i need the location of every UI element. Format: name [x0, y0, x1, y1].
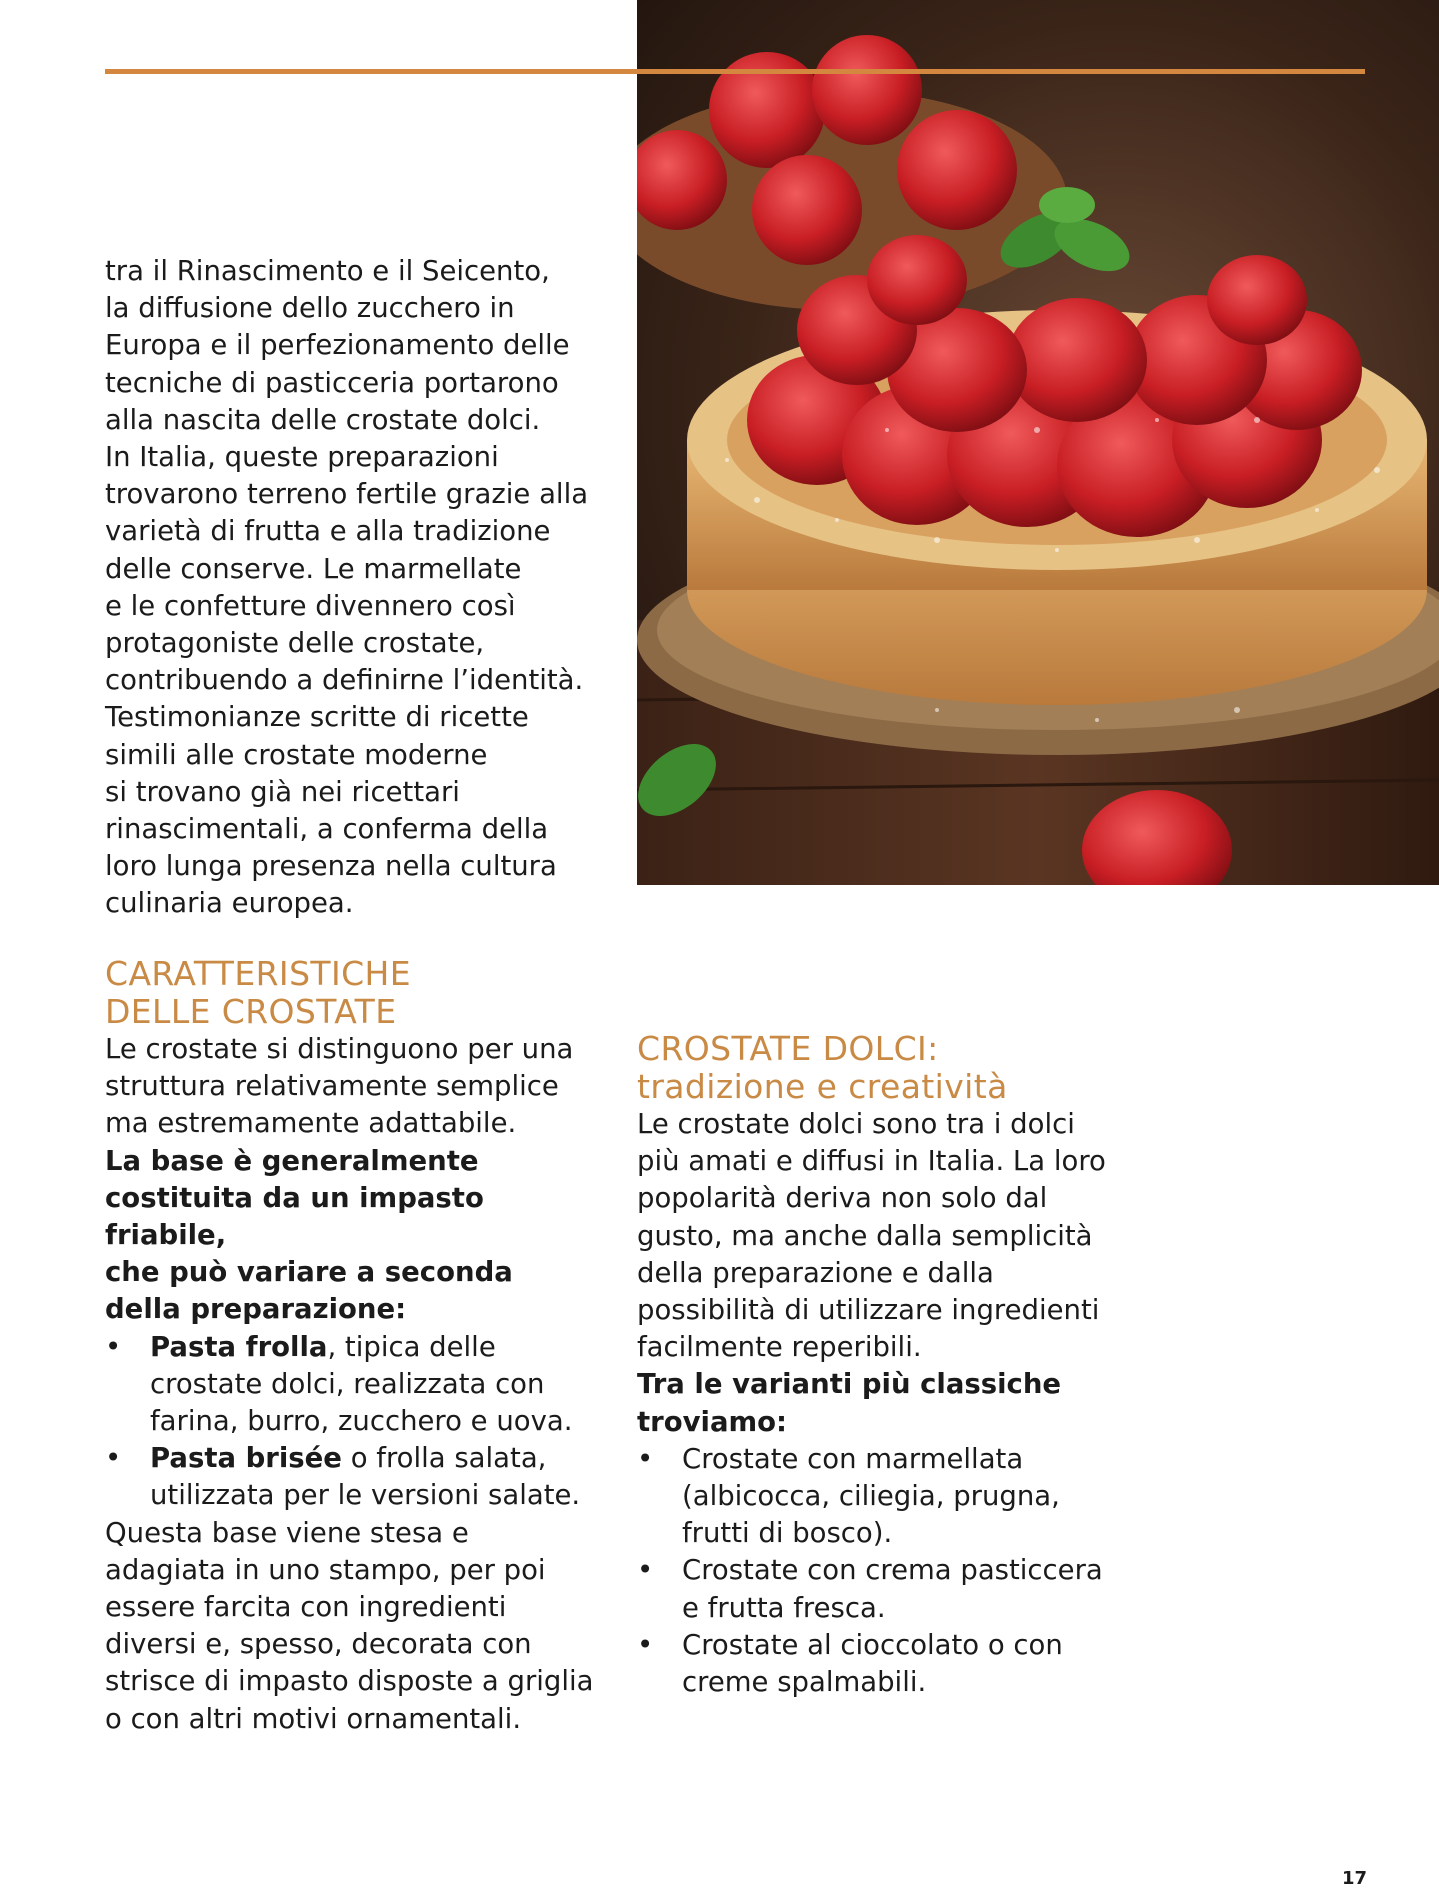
bullet-text: crostate dolci, realizzata con — [150, 1367, 545, 1400]
heading-line: DELLE CROSTATE — [105, 992, 397, 1031]
intro-line: varietà di frutta e alla tradizione — [105, 515, 551, 548]
intro-line: contribuendo a definirne l’identità. — [105, 664, 584, 697]
bullet-text: frutti di bosco). — [682, 1517, 893, 1550]
intro-line: Europa e il perfezionamento delle — [105, 329, 570, 362]
intro-line: trovarono terreno fertile grazie alla — [105, 478, 589, 511]
list-item — [637, 1552, 1117, 1626]
intro-line: In Italia, queste preparazioni — [105, 441, 499, 474]
top-accent-rule — [105, 69, 1365, 74]
intro-line: si trovano già nei ricettari — [105, 775, 460, 808]
bullet-text: Crostate con marmellata — [682, 1442, 1024, 1475]
section-heading-characteristics — [105, 955, 605, 1031]
list-item — [637, 1627, 1117, 1701]
intro-line: e le confetture divennero così — [105, 589, 516, 622]
body-line: strisce di impasto disposte a griglia — [105, 1665, 594, 1698]
body-line: facilmente reperibili. — [637, 1331, 922, 1364]
heading-line: CROSTATE DOLCI: — [637, 1029, 939, 1068]
body-line: Questa base viene stesa e — [105, 1516, 469, 1549]
sweet-tarts-section — [637, 1030, 1117, 1701]
tart-varieties-list — [637, 1441, 1117, 1701]
bullet-bold-term: Pasta brisée — [150, 1442, 342, 1475]
body-line: popolarità deriva non solo dal — [637, 1182, 1048, 1215]
bold-line: della preparazione: — [105, 1293, 407, 1326]
strawberry-tart-photo — [637, 0, 1439, 885]
intro-line: la diffusione dello zucchero in — [105, 292, 515, 325]
intro-line: tra il Rinascimento e il Seicento, — [105, 255, 550, 287]
bullet-text: utilizzata per le versioni salate. — [150, 1479, 581, 1512]
intro-line: culinaria europea. — [105, 887, 354, 920]
intro-line: loro lunga presenza nella cultura — [105, 850, 557, 883]
bullet-bold-term: Pasta frolla — [150, 1330, 328, 1363]
body-line: struttura relativamente semplice — [105, 1070, 559, 1103]
body-line: adagiata in uno stampo, per poi — [105, 1553, 546, 1586]
list-item — [105, 1329, 605, 1441]
heading-line: tradizione e creatività — [637, 1067, 1008, 1106]
list-item — [105, 1440, 605, 1514]
body-line: possibilità di utilizzare ingredienti — [637, 1294, 1100, 1327]
body-line: Le crostate dolci sono tra i dolci — [637, 1108, 1075, 1140]
intro-line: rinascimentali, a conferma della — [105, 813, 549, 846]
page-number: 17 — [1342, 1868, 1368, 1889]
body-line: essere farcita con ingredienti — [105, 1591, 507, 1624]
body-line: ma estremamente adattabile. — [105, 1107, 517, 1140]
bullet-text: Crostate con crema pasticcera — [682, 1554, 1103, 1587]
list-item — [637, 1441, 1117, 1553]
intro-line: delle conserve. Le marmellate — [105, 552, 522, 585]
heading-line: CARATTERISTICHE — [105, 954, 412, 993]
characteristics-section — [105, 955, 605, 1738]
section-heading-sweet-tarts — [637, 1030, 1117, 1106]
bold-line: costituita da un impasto friabile, — [105, 1181, 484, 1252]
intro-line: tecniche di pasticceria portarono — [105, 366, 559, 399]
dough-types-list — [105, 1329, 605, 1515]
bold-line: La base è generalmente — [105, 1144, 479, 1177]
intro-line: Testimonianze scritte di ricette — [105, 701, 529, 734]
intro-line: simili alle crostate moderne — [105, 738, 488, 771]
strawberry-tart-illustration — [637, 0, 1439, 885]
body-line: o con altri motivi ornamentali. — [105, 1702, 522, 1735]
intro-line: alla nascita delle crostate dolci. — [105, 403, 541, 436]
bold-line: Tra le varianti più classiche — [637, 1368, 1062, 1401]
intro-line: protagoniste delle crostate, — [105, 627, 485, 660]
bullet-text: , tipica delle — [327, 1330, 496, 1363]
body-line: più amati e diffusi in Italia. La loro — [637, 1145, 1106, 1178]
bullet-text: o frolla salata, — [341, 1442, 547, 1475]
body-line: gusto, ma anche dalla semplicità — [637, 1219, 1093, 1252]
body-line: della preparazione e dalla — [637, 1256, 994, 1289]
body-line: diversi e, spesso, decorata con — [105, 1628, 532, 1661]
bullet-text: farina, burro, zucchero e uova. — [150, 1405, 573, 1438]
intro-paragraph — [105, 253, 605, 923]
bold-line: troviamo: — [637, 1405, 788, 1438]
bullet-text: e frutta fresca. — [682, 1591, 886, 1624]
body-line: Le crostate si distinguono per una — [105, 1033, 574, 1065]
bold-line: che può variare a seconda — [105, 1256, 513, 1289]
bullet-text: Crostate al cioccolato o con — [682, 1628, 1063, 1661]
bullet-text: creme spalmabili. — [682, 1666, 927, 1699]
bullet-text: (albicocca, ciliegia, prugna, — [682, 1480, 1060, 1513]
